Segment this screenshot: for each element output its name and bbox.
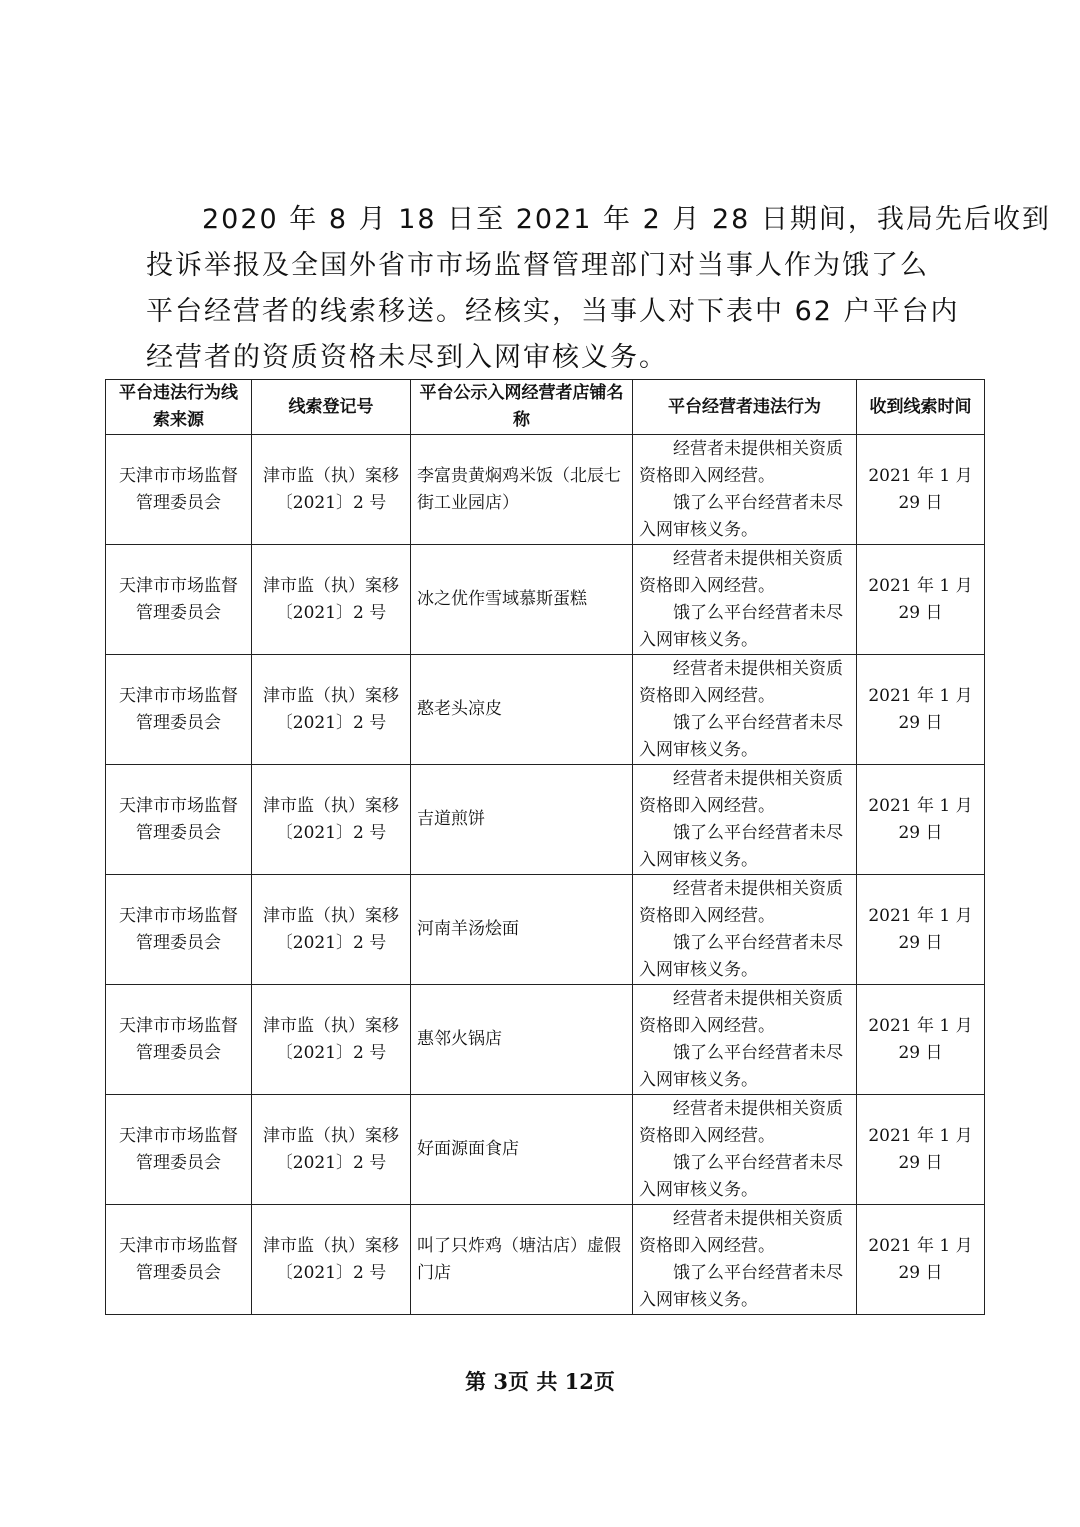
cell-violation <box>633 875 857 985</box>
table-row <box>106 655 985 765</box>
header-store-name: 平台公示入网经营者店铺名称 <box>411 380 633 435</box>
cell-violation <box>633 655 857 765</box>
violation-operator-text: 经营者未提供相关资质资格即入网经营。 <box>639 658 843 706</box>
cell-violation <box>633 1095 857 1205</box>
cell-store-name: 冰之优作雪域慕斯蛋糕 <box>411 545 633 655</box>
cell-source: 天津市市场监督管理委员会 <box>106 435 252 545</box>
table-row <box>106 435 985 545</box>
violation-operator-text: 经营者未提供相关资质资格即入网经营。 <box>639 878 843 926</box>
cell-received-date: 2021 年 1 月 29 日 <box>857 1205 985 1315</box>
intro-paragraph <box>146 197 1051 381</box>
intro-line: 平台经营者的线索移送。经核实，当事人对下表中 62 户平台内 <box>146 296 960 327</box>
cell-source: 天津市市场监督管理委员会 <box>106 875 252 985</box>
violation-operator-text: 经营者未提供相关资质资格即入网经营。 <box>639 438 843 486</box>
cell-registration-number: 津市监（执）案移〔2021〕2 号 <box>252 765 411 875</box>
cell-store-name: 好面源面食店 <box>411 1095 633 1205</box>
intro-line: 投诉举报及全国外省市市场监督管理部门对当事人作为饿了么 <box>146 250 929 281</box>
cell-store-name: 叫了只炸鸡（塘沽店）虚假门店 <box>411 1205 633 1315</box>
cell-store-name: 憨老头凉皮 <box>411 655 633 765</box>
cell-source: 天津市市场监督管理委员会 <box>106 1095 252 1205</box>
table-row <box>106 1095 985 1205</box>
violation-platform-text: 饿了么平台经营者未尽入网审核义务。 <box>639 712 843 760</box>
header-source: 平台违法行为线索来源 <box>106 380 252 435</box>
cell-violation <box>633 545 857 655</box>
cell-received-date: 2021 年 1 月 29 日 <box>857 985 985 1095</box>
intro-line: 2020 年 8 月 18 日至 2021 年 2 月 28 日期间，我局先后收到 <box>202 204 1051 235</box>
cell-received-date: 2021 年 1 月 29 日 <box>857 655 985 765</box>
cell-received-date: 2021 年 1 月 29 日 <box>857 545 985 655</box>
violation-platform-text: 饿了么平台经营者未尽入网审核义务。 <box>639 492 843 540</box>
violation-clues-table <box>105 379 985 1315</box>
violation-platform-text: 饿了么平台经营者未尽入网审核义务。 <box>639 932 843 980</box>
cell-received-date: 2021 年 1 月 29 日 <box>857 875 985 985</box>
intro-line: 经营者的资质资格未尽到入网审核义务。 <box>146 342 668 373</box>
page-number: 第 3页 共 12页 <box>465 1369 615 1394</box>
cell-store-name: 李富贵黄焖鸡米饭（北辰七街工业园店） <box>411 435 633 545</box>
cell-violation <box>633 1205 857 1315</box>
table-row <box>106 545 985 655</box>
violation-operator-text: 经营者未提供相关资质资格即入网经营。 <box>639 768 843 816</box>
cell-registration-number: 津市监（执）案移〔2021〕2 号 <box>252 545 411 655</box>
header-received-date: 收到线索时间 <box>857 380 985 435</box>
violation-platform-text: 饿了么平台经营者未尽入网审核义务。 <box>639 1042 843 1090</box>
violation-platform-text: 饿了么平台经营者未尽入网审核义务。 <box>639 1262 843 1310</box>
table-header-row <box>106 380 985 435</box>
table-row <box>106 1205 985 1315</box>
violation-operator-text: 经营者未提供相关资质资格即入网经营。 <box>639 1098 843 1146</box>
cell-source: 天津市市场监督管理委员会 <box>106 545 252 655</box>
cell-source: 天津市市场监督管理委员会 <box>106 1205 252 1315</box>
cell-source: 天津市市场监督管理委员会 <box>106 655 252 765</box>
violation-operator-text: 经营者未提供相关资质资格即入网经营。 <box>639 548 843 596</box>
table-row <box>106 985 985 1095</box>
cell-violation <box>633 765 857 875</box>
table-row <box>106 875 985 985</box>
cell-registration-number: 津市监（执）案移〔2021〕2 号 <box>252 1095 411 1205</box>
header-registration-number: 线索登记号 <box>252 380 411 435</box>
cell-store-name: 惠邻火锅店 <box>411 985 633 1095</box>
cell-received-date: 2021 年 1 月 29 日 <box>857 435 985 545</box>
cell-registration-number: 津市监（执）案移〔2021〕2 号 <box>252 435 411 545</box>
cell-violation <box>633 985 857 1095</box>
cell-registration-number: 津市监（执）案移〔2021〕2 号 <box>252 875 411 985</box>
cell-registration-number: 津市监（执）案移〔2021〕2 号 <box>252 985 411 1095</box>
cell-store-name: 吉道煎饼 <box>411 765 633 875</box>
violation-operator-text: 经营者未提供相关资质资格即入网经营。 <box>639 1208 843 1256</box>
cell-store-name: 河南羊汤烩面 <box>411 875 633 985</box>
cell-registration-number: 津市监（执）案移〔2021〕2 号 <box>252 655 411 765</box>
violation-platform-text: 饿了么平台经营者未尽入网审核义务。 <box>639 1152 843 1200</box>
cell-violation <box>633 435 857 545</box>
violation-platform-text: 饿了么平台经营者未尽入网审核义务。 <box>639 822 843 870</box>
cell-source: 天津市市场监督管理委员会 <box>106 985 252 1095</box>
table-row <box>106 765 985 875</box>
cell-received-date: 2021 年 1 月 29 日 <box>857 1095 985 1205</box>
violation-platform-text: 饿了么平台经营者未尽入网审核义务。 <box>639 602 843 650</box>
cell-source: 天津市市场监督管理委员会 <box>106 765 252 875</box>
cell-received-date: 2021 年 1 月 29 日 <box>857 765 985 875</box>
cell-registration-number: 津市监（执）案移〔2021〕2 号 <box>252 1205 411 1315</box>
violation-operator-text: 经营者未提供相关资质资格即入网经营。 <box>639 988 843 1036</box>
header-violation: 平台经营者违法行为 <box>633 380 857 435</box>
